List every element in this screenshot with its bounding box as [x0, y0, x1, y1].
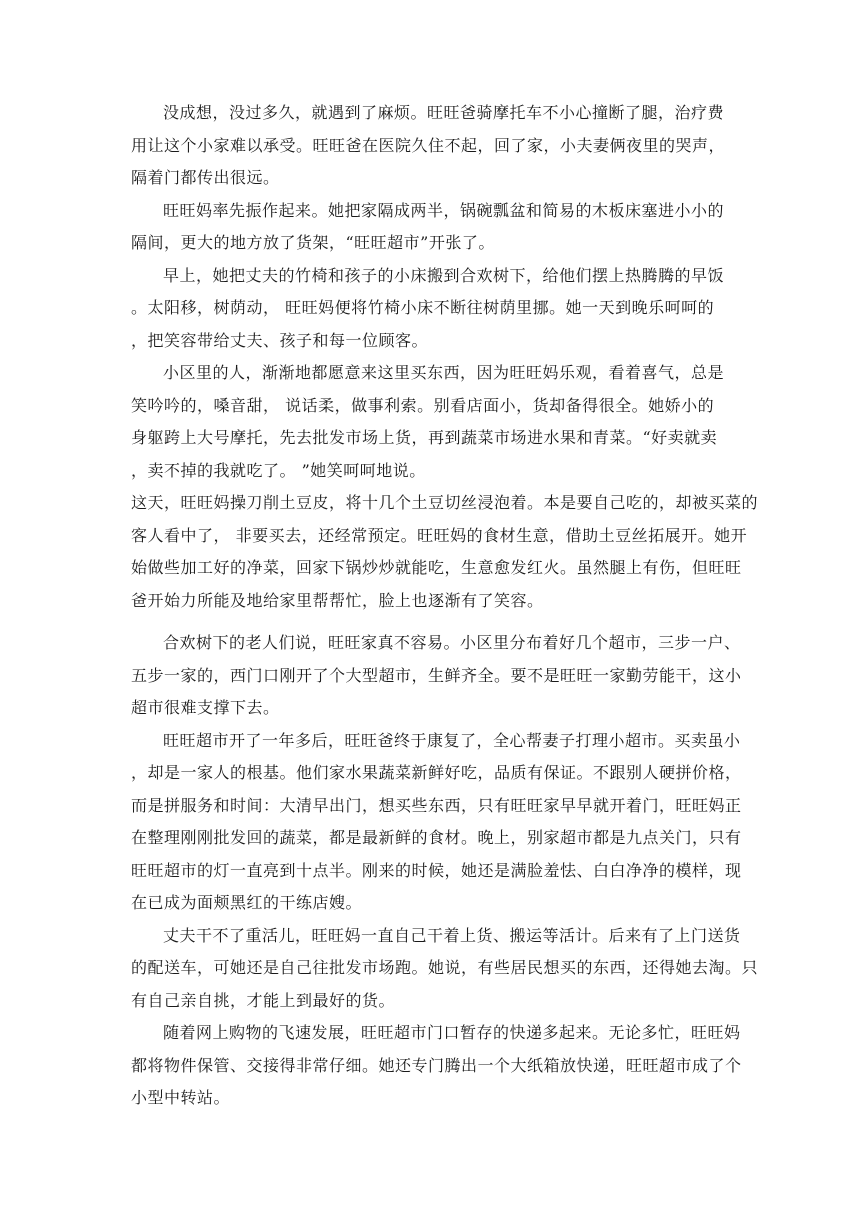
text-line: 旺旺妈率先振作起来。她把家隔成两半，锅碗瓢盆和简易的木板床塞进小小的 [163, 201, 725, 220]
text-line: 五步一家的，西门口刚开了个大型超市，生鲜齐全。要不是旺旺一家勤劳能干，这小 [131, 666, 742, 685]
text-line: 超市很难支撑下去。 [131, 698, 280, 717]
text-line: 在整理刚刚批发回的蔬菜，都是最新鲜的食材。晚上，别家超市都是九点关门，只有 [131, 828, 742, 847]
text-line: ，把笑容带给丈夫、孩子和每一位顾客。 [131, 331, 429, 350]
text-line: 旺旺超市开了一年多后，旺旺爸终于康复了，全心帮妻子打理小超市。买卖虽小 [163, 731, 741, 750]
text-line: 随着网上购物的飞速发展，旺旺超市门口暂存的快递多起来。无论多忙，旺旺妈 [163, 1023, 741, 1042]
text-line: 用让这个小家难以承受。旺旺爸在医院久住不起，回了家，小夫妻俩夜里的哭声， [131, 136, 726, 155]
text-line: 笑吟吟的，嗓音甜， 说话柔，做事利索。别看店面小，货却备得很全。她娇小的 [131, 396, 715, 415]
text-line: 隔着门都传出很远。 [131, 168, 280, 187]
text-line: 客人看中了， 非要买去，还经常预定。旺旺妈的食材生意，借助土豆丝拓展开。她开 [131, 526, 748, 545]
text-line: 小区里的人，渐渐地都愿意来这里买东西，因为旺旺妈乐观，看着喜气，总是 [163, 363, 725, 382]
text-line: 小型中转站。 [131, 1088, 231, 1107]
text-line: 隔间，更大的地方放了货架，“旺旺超市”开张了。 [131, 233, 495, 252]
text-line: 这天，旺旺妈操刀削土豆皮，将十几个土豆切丝浸泡着。本是要自己吃的，却被买菜的 [131, 493, 759, 512]
text-line: 丈夫干不了重活儿，旺旺妈一直自己干着上货、搬运等活计。后来有了上门送货 [163, 926, 741, 945]
text-line: ，卖不掉的我就吃了。 ”她笑呵呵地说。 [131, 461, 426, 480]
text-line: 旺旺超市的灯一直亮到十点半。刚来的时候，她还是满脸羞怯、白白净净的模样，现 [131, 861, 742, 880]
text-line: 的配送车，可她还是自己往批发市场跑。她说，有些居民想买的东西，还得她去淘。只 [131, 958, 759, 977]
text-line: 没成想，没过多久，就遇到了麻烦。旺旺爸骑摩托车不小心撞断了腿，治疗费 [163, 103, 725, 122]
text-line: 早上，她把丈夫的竹椅和孩子的小床搬到合欢树下，给他们摆上热腾腾的早饭 [163, 266, 725, 285]
text-line: 而是拼服务和时间：大清早出门，想买些东西，只有旺旺家早早就开着门，旺旺妈正 [131, 796, 742, 815]
text-line: 身躯跨上大号摩托，先去批发市场上货，再到蔬菜市场进水果和青菜。“好卖就卖 [131, 428, 718, 447]
text-line: ，却是一家人的根基。他们家水果蔬菜新鲜好吃，品质有保证。不跟别人硬拼价格， [131, 763, 742, 782]
text-line: 爸开始力所能及地给家里帮帮忙，脸上也逐渐有了笑容。 [131, 591, 544, 610]
text-line: 始做些加工好的净菜，回家下锅炒炒就能吃，生意愈发红火。虽然腿上有伤，但旺旺 [131, 558, 742, 577]
text-line: 合欢树下的老人们说，旺旺家真不容易。小区里分布着好几个超市，三步一户、 [163, 633, 741, 652]
text-line: 有自己亲自挑，才能上到最好的货。 [131, 991, 396, 1010]
text-line: 都将物件保管、交接得非常仔细。她还专门腾出一个大纸箱放快递，旺旺超市成了个 [131, 1056, 742, 1075]
text-line: 在已成为面颊黑红的干练店嫂。 [131, 893, 363, 912]
text-line: 。太阳移，树荫动， 旺旺妈便将竹椅小床不断往树荫里挪。她一天到晚乐呵呵的 [131, 298, 715, 317]
